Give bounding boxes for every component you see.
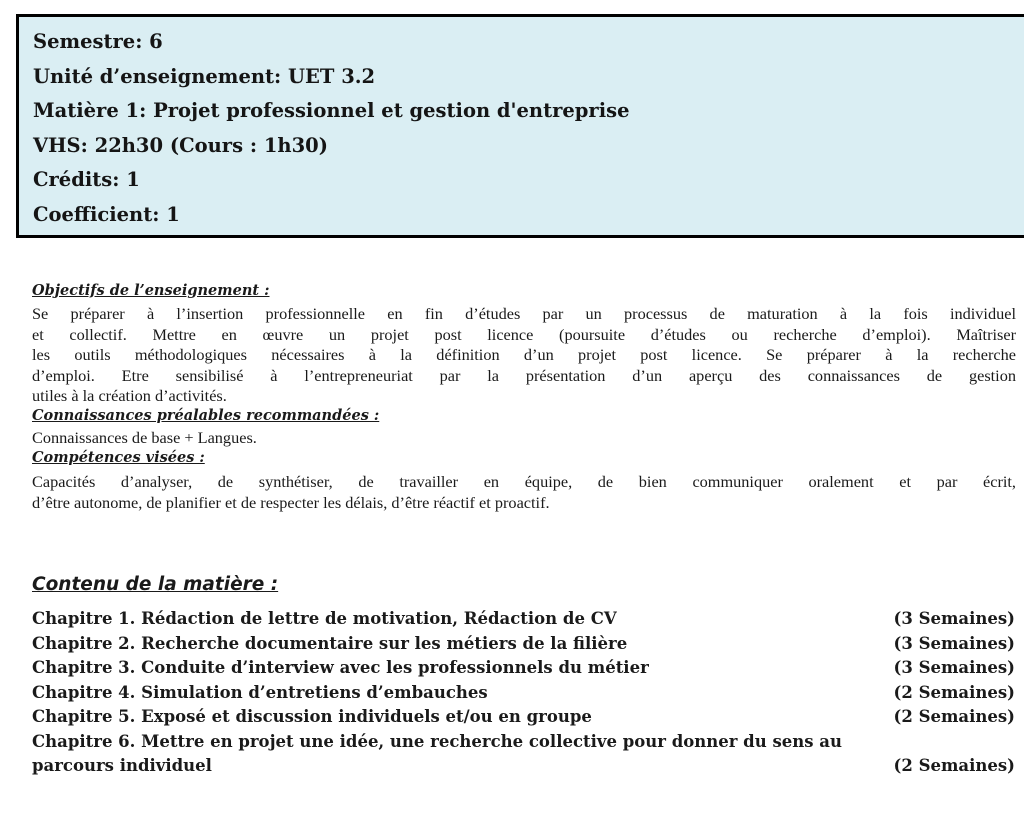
credits-label: Crédits: 1 bbox=[33, 168, 140, 191]
objectives-line-3: les outils méthodologiques nécessaires à la définition d’un projet post licence. Se préparer à la recherche bbox=[32, 345, 1016, 364]
competences-heading: Compétences visées : bbox=[32, 449, 205, 466]
objectives-line-5: utiles à la création d’activités. bbox=[32, 386, 227, 405]
chapter-title: Chapitre 2. Recherche documentaire sur les métiers de la filière bbox=[32, 633, 628, 653]
chapter-row bbox=[32, 705, 1015, 730]
competences-paragraph bbox=[32, 472, 1016, 513]
chapter-6-title-continued: parcours individuel bbox=[32, 756, 212, 775]
chapter-row bbox=[32, 730, 1015, 755]
chapter-duration: (2 Semaines) bbox=[893, 707, 1015, 726]
chapter-duration: (2 Semaines) bbox=[893, 682, 1015, 702]
coefficient-label: Coefficient: 1 bbox=[33, 202, 180, 226]
objectives-line-2: et collectif. Mettre en œuvre un projet post licence (poursuite d’études ou recherche d’emploi). Maîtriser bbox=[32, 324, 1016, 344]
prerequisites-paragraph bbox=[32, 428, 1016, 449]
chapter-duration: (3 Semaines) bbox=[893, 609, 1015, 628]
chapter-duration: (2 Semaines) bbox=[893, 756, 1015, 775]
subject-label: Matière 1: Projet professionnel et gestion d'entreprise bbox=[33, 99, 630, 122]
prerequisites-heading: Connaissances préalables recommandées : bbox=[32, 407, 380, 424]
objectives-paragraph bbox=[32, 304, 1016, 407]
chapter-list bbox=[32, 607, 1015, 779]
semester-label: Semestre: 6 bbox=[33, 30, 163, 53]
chapter-row bbox=[32, 607, 1015, 632]
objectives-line-4: d’emploi. Etre sensibilisé à l’entrepreneuriat par la présentation d’un aperçu des connaissances de gestion bbox=[32, 365, 1016, 385]
content-heading: Contenu de la matière : bbox=[32, 574, 279, 595]
competences-line-1: Capacités d’analyser, de synthétiser, de travailler en équipe, de bien communiquer oralement et par écrit, bbox=[32, 472, 1016, 491]
chapter-row bbox=[32, 632, 1015, 657]
chapter-row bbox=[32, 754, 1015, 779]
competences-line-2: d’être autonome, de planifier et de respecter les délais, d’être réactif et proactif. bbox=[32, 492, 550, 512]
chapter-6-title: Chapitre 6. Mettre en projet une idée, une recherche collective pour donner du sens au bbox=[32, 731, 842, 751]
chapter-row bbox=[32, 681, 1015, 706]
objectives-heading: Objectifs de l’enseignement : bbox=[32, 282, 270, 299]
chapter-title: Chapitre 1. Rédaction de lettre de motivation, Rédaction de CV bbox=[32, 609, 617, 628]
teaching-unit-label: Unité d’enseignement: UET 3.2 bbox=[33, 64, 376, 88]
prerequisites-text: Connaissances de base + Langues. bbox=[32, 428, 257, 447]
vhs-label: VHS: 22h30 (Cours : 1h30) bbox=[33, 133, 328, 157]
chapter-title: Chapitre 3. Conduite d’interview avec les professionnels du métier bbox=[32, 658, 649, 677]
objectives-line-1: Se préparer à l’insertion professionnelle en fin d’études par un processus de maturation à la fois individuel bbox=[32, 304, 1016, 323]
course-header-box bbox=[16, 14, 1024, 238]
chapter-title: Chapitre 5. Exposé et discussion individuels et/ou en groupe bbox=[32, 707, 592, 726]
chapter-duration: (3 Semaines) bbox=[893, 633, 1015, 653]
chapter-title: Chapitre 4. Simulation d’entretiens d’embauches bbox=[32, 682, 488, 702]
chapter-duration: (3 Semaines) bbox=[893, 658, 1015, 677]
chapter-row bbox=[32, 656, 1015, 681]
